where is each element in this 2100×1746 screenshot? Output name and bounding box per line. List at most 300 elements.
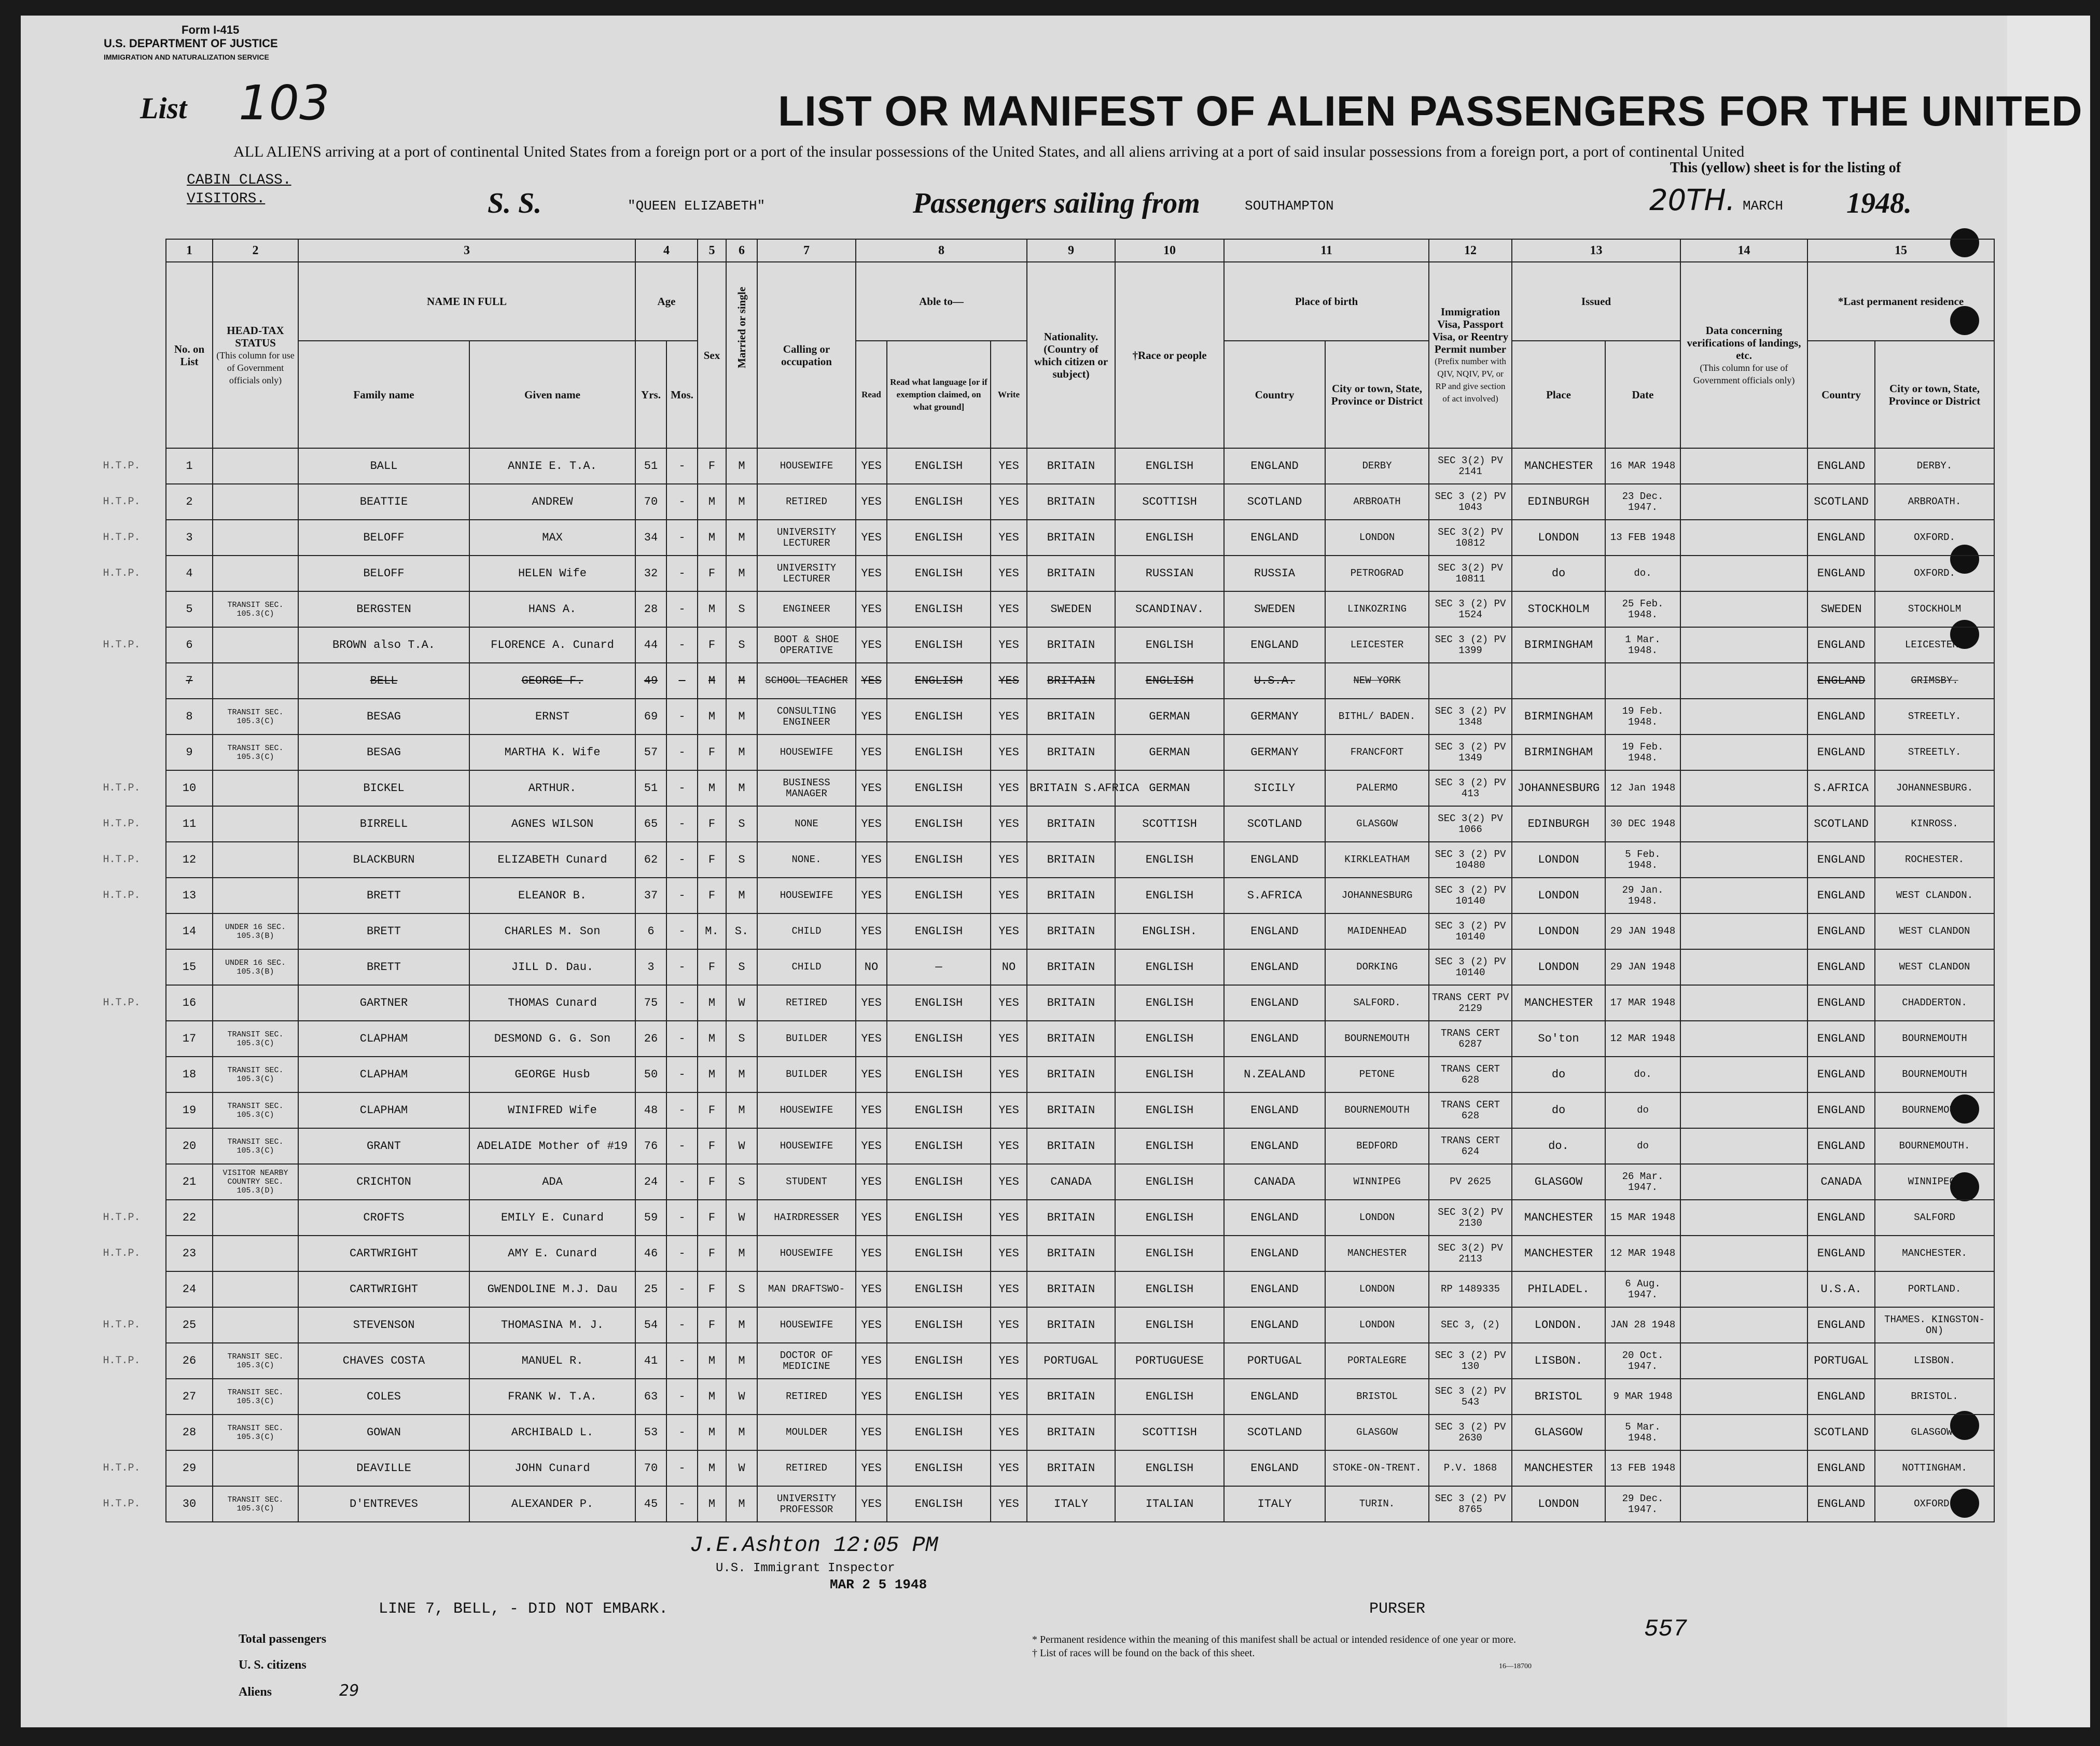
row-issued-place: LONDON bbox=[1512, 520, 1605, 556]
row-verification bbox=[1680, 484, 1807, 520]
row-residence-city: THAMES. KINGSTON-ON) bbox=[1875, 1307, 1994, 1343]
row-head-tax bbox=[213, 556, 298, 591]
row-marital: M bbox=[726, 699, 757, 735]
row-residence-city: NOTTINGHAM. bbox=[1875, 1450, 1994, 1486]
row-given-name: ELEANOR B. bbox=[469, 878, 635, 913]
row-given-name: HANS A. bbox=[469, 591, 635, 627]
row-verification bbox=[1680, 735, 1807, 770]
row-issued-date: 12 MAR 1948 bbox=[1605, 1021, 1680, 1057]
row-age-months: - bbox=[666, 985, 698, 1021]
row-nationality: BRITAIN bbox=[1027, 1236, 1115, 1271]
row-sex: F bbox=[698, 806, 726, 842]
row-write: YES bbox=[991, 556, 1027, 591]
row-number: 22 bbox=[166, 1200, 213, 1236]
row-occupation: UNIVERSITY PROFESSOR bbox=[757, 1486, 856, 1522]
row-margin-mark: H.T.P. bbox=[103, 817, 141, 830]
table-row bbox=[78, 1164, 1994, 1200]
sex-header: Sex bbox=[698, 262, 726, 448]
row-age-months: - bbox=[666, 949, 698, 985]
row-margin-mark bbox=[78, 591, 166, 627]
row-family-name: BESAG bbox=[298, 699, 469, 735]
table-row bbox=[78, 591, 1994, 627]
row-nationality: BRITAIN bbox=[1027, 878, 1115, 913]
row-marital: S bbox=[726, 842, 757, 878]
row-issued-place: MANCHESTER bbox=[1512, 1236, 1605, 1271]
row-read-language: ENGLISH bbox=[887, 699, 991, 735]
table-row bbox=[78, 627, 1994, 663]
row-head-tax bbox=[213, 1236, 298, 1271]
row-race: ENGLISH bbox=[1115, 663, 1224, 699]
row-visa: RP 1489335 bbox=[1429, 1271, 1512, 1307]
row-write: YES bbox=[991, 520, 1027, 556]
issued-date-header: Date bbox=[1605, 341, 1680, 448]
birth-country-header: Country bbox=[1224, 341, 1325, 448]
row-write: YES bbox=[991, 735, 1027, 770]
row-sex: F bbox=[698, 1092, 726, 1128]
row-read-language: ENGLISH bbox=[887, 1307, 991, 1343]
row-race: ENGLISH bbox=[1115, 1450, 1224, 1486]
row-visa: SEC 3 (2) PV 10480 bbox=[1429, 842, 1512, 878]
row-read: YES bbox=[856, 1379, 887, 1415]
row-sex: F bbox=[698, 1307, 726, 1343]
sailing-day: 20TH. bbox=[1649, 184, 1735, 217]
row-birth-country: ENGLAND bbox=[1224, 1379, 1325, 1415]
row-residence-city: OXFORD. bbox=[1875, 556, 1994, 591]
row-number: 29 bbox=[166, 1450, 213, 1486]
row-occupation: BUILDER bbox=[757, 1057, 856, 1092]
row-margin-mark bbox=[78, 949, 166, 985]
form-number: Form I-415 bbox=[182, 23, 240, 36]
service-name: IMMIGRATION AND NATURALIZATION SERVICE bbox=[104, 53, 269, 61]
row-head-tax bbox=[213, 985, 298, 1021]
row-marital: M bbox=[726, 1236, 757, 1271]
row-residence-city: GRIMSBY. bbox=[1875, 663, 1994, 699]
row-birth-city: LINKOZRING bbox=[1325, 591, 1429, 627]
row-head-tax bbox=[213, 770, 298, 806]
row-race: ENGLISH bbox=[1115, 1307, 1224, 1343]
row-race: SCANDINAV. bbox=[1115, 591, 1224, 627]
row-residence-country: ENGLAND bbox=[1807, 1092, 1875, 1128]
given-name-header: Given name bbox=[469, 341, 635, 448]
row-write: YES bbox=[991, 770, 1027, 806]
row-age-months: - bbox=[666, 556, 698, 591]
col-num-14: 14 bbox=[1680, 239, 1807, 262]
list-label: List bbox=[140, 91, 187, 125]
row-birth-country: U.S.A. bbox=[1224, 663, 1325, 699]
row-marital: M bbox=[726, 556, 757, 591]
row-sex: F bbox=[698, 556, 726, 591]
row-age-months: - bbox=[666, 1307, 698, 1343]
row-family-name: CLAPHAM bbox=[298, 1057, 469, 1092]
row-age-years: 34 bbox=[635, 520, 666, 556]
row-read-language: ENGLISH bbox=[887, 1450, 991, 1486]
row-race: ENGLISH bbox=[1115, 520, 1224, 556]
row-number: 14 bbox=[166, 913, 213, 949]
row-marital: M bbox=[726, 878, 757, 913]
total-passengers-label: Total passengers bbox=[239, 1632, 327, 1646]
row-head-tax bbox=[213, 1200, 298, 1236]
row-head-tax bbox=[213, 627, 298, 663]
table-row bbox=[78, 699, 1994, 735]
row-occupation: HOUSEWIFE bbox=[757, 1307, 856, 1343]
row-age-years: 32 bbox=[635, 556, 666, 591]
row-marital: M bbox=[726, 1415, 757, 1450]
sailing-year: 1948. bbox=[1846, 187, 1912, 219]
purser-label: PURSER bbox=[1369, 1600, 1426, 1618]
row-read: YES bbox=[856, 1307, 887, 1343]
ss-label: S. S. bbox=[488, 187, 542, 219]
row-issued-date: 9 MAR 1948 bbox=[1605, 1379, 1680, 1415]
row-sex: F bbox=[698, 1271, 726, 1307]
row-residence-city: BOURNEMOUTH bbox=[1875, 1057, 1994, 1092]
row-marital: M bbox=[726, 1307, 757, 1343]
row-issued-place: LISBON. bbox=[1512, 1343, 1605, 1379]
row-birth-country: GERMANY bbox=[1224, 699, 1325, 735]
row-verification bbox=[1680, 1021, 1807, 1057]
row-given-name: ARTHUR. bbox=[469, 770, 635, 806]
row-race: ENGLISH bbox=[1115, 1379, 1224, 1415]
row-margin-mark bbox=[78, 1164, 166, 1200]
row-family-name: BESAG bbox=[298, 735, 469, 770]
row-given-name: ANDREW bbox=[469, 484, 635, 520]
row-sex: M bbox=[698, 1379, 726, 1415]
row-read-language: ENGLISH bbox=[887, 1486, 991, 1522]
row-issued-place: So'ton bbox=[1512, 1021, 1605, 1057]
row-residence-city: MANCHESTER. bbox=[1875, 1236, 1994, 1271]
row-birth-city: GLASGOW bbox=[1325, 1415, 1429, 1450]
row-number: 13 bbox=[166, 878, 213, 913]
row-residence-country: ENGLAND bbox=[1807, 1236, 1875, 1271]
row-age-years: 46 bbox=[635, 1236, 666, 1271]
row-given-name: ELIZABETH Cunard bbox=[469, 842, 635, 878]
row-issued-date bbox=[1605, 663, 1680, 699]
row-given-name: MAX bbox=[469, 520, 635, 556]
data-concerning-title: Data concerning verifications of landings, etc. bbox=[1687, 324, 1801, 362]
row-race: ENGLISH bbox=[1115, 1200, 1224, 1236]
row-residence-country: ENGLAND bbox=[1807, 1200, 1875, 1236]
row-given-name: WINIFRED Wife bbox=[469, 1092, 635, 1128]
row-birth-country: RUSSIA bbox=[1224, 556, 1325, 591]
row-verification bbox=[1680, 1486, 1807, 1522]
row-number: 26 bbox=[166, 1343, 213, 1379]
footnotes bbox=[1032, 1633, 1532, 1673]
row-marital: W bbox=[726, 1450, 757, 1486]
row-verification bbox=[1680, 1164, 1807, 1200]
table-row bbox=[78, 842, 1994, 878]
row-birth-city: LONDON bbox=[1325, 1307, 1429, 1343]
col-num-9: 9 bbox=[1027, 239, 1115, 262]
row-age-months: - bbox=[666, 448, 698, 484]
visa-title: Immigration Visa, Passport Visa, or Reentry Permit number bbox=[1432, 305, 1509, 355]
head-tax-sub: (This column for use of Government officials only) bbox=[216, 350, 295, 385]
row-margin-mark: H.T.P. bbox=[103, 1498, 141, 1510]
row-read-language: ENGLISH bbox=[887, 448, 991, 484]
row-occupation: ENGINEER bbox=[757, 591, 856, 627]
row-read-language: ENGLISH bbox=[887, 663, 991, 699]
row-age-months: - bbox=[666, 770, 698, 806]
row-birth-country: GERMANY bbox=[1224, 735, 1325, 770]
row-race: RUSSIAN bbox=[1115, 556, 1224, 591]
row-residence-city: CHADDERTON. bbox=[1875, 985, 1994, 1021]
row-age-months: - bbox=[666, 699, 698, 735]
row-marital: M bbox=[726, 1092, 757, 1128]
row-residence-country: ENGLAND bbox=[1807, 1128, 1875, 1164]
row-issued-place: STOCKHOLM bbox=[1512, 591, 1605, 627]
row-occupation: CHILD bbox=[757, 913, 856, 949]
row-margin-mark: H.T.P. bbox=[103, 1354, 141, 1367]
row-sex: M bbox=[698, 591, 726, 627]
row-write: YES bbox=[991, 1415, 1027, 1450]
row-number: 17 bbox=[166, 1021, 213, 1057]
row-read-language: ENGLISH bbox=[887, 520, 991, 556]
table-row bbox=[78, 1057, 1994, 1092]
table-row bbox=[78, 1415, 1994, 1450]
write-header: Write bbox=[991, 341, 1027, 448]
row-read: YES bbox=[856, 1164, 887, 1200]
residence-country-header: Country bbox=[1807, 341, 1875, 448]
row-issued-date: 29 Dec. 1947. bbox=[1605, 1486, 1680, 1522]
row-residence-city: DERBY. bbox=[1875, 448, 1994, 484]
row-head-tax bbox=[213, 520, 298, 556]
col-num-5: 5 bbox=[698, 239, 726, 262]
row-birth-country: ENGLAND bbox=[1224, 985, 1325, 1021]
row-verification bbox=[1680, 1307, 1807, 1343]
row-birth-city: FRANCFORT bbox=[1325, 735, 1429, 770]
head-tax-header bbox=[213, 262, 298, 448]
row-marital: S bbox=[726, 591, 757, 627]
row-read-language: ENGLISH bbox=[887, 627, 991, 663]
row-race: ENGLISH bbox=[1115, 878, 1224, 913]
row-age-months: - bbox=[666, 1271, 698, 1307]
row-number: 5 bbox=[166, 591, 213, 627]
row-occupation: UNIVERSITY LECTURER bbox=[757, 520, 856, 556]
row-race: ENGLISH bbox=[1115, 842, 1224, 878]
row-issued-place: do bbox=[1512, 556, 1605, 591]
row-family-name: GARTNER bbox=[298, 985, 469, 1021]
row-residence-country: ENGLAND bbox=[1807, 627, 1875, 663]
row-visa: SEC 3 (2) PV 1348 bbox=[1429, 699, 1512, 735]
row-margin-mark bbox=[78, 699, 166, 735]
row-family-name: BROWN also T.A. bbox=[298, 627, 469, 663]
data-concerning-header bbox=[1680, 262, 1807, 448]
row-visa: SEC 3 (2) PV 2630 bbox=[1429, 1415, 1512, 1450]
last-residence-header: *Last permanent residence bbox=[1807, 262, 1994, 341]
row-sex: M bbox=[698, 1486, 726, 1522]
row-write: YES bbox=[991, 913, 1027, 949]
row-issued-date: JAN 28 1948 bbox=[1605, 1307, 1680, 1343]
row-given-name: JOHN Cunard bbox=[469, 1450, 635, 1486]
age-header: Age bbox=[635, 262, 698, 341]
page-title: LIST OR MANIFEST OF ALIEN PASSENGERS FOR THE UNITED bbox=[778, 88, 2083, 135]
row-margin-mark: H.T.P. bbox=[103, 567, 141, 579]
row-sex: M bbox=[698, 663, 726, 699]
table-row bbox=[78, 448, 1994, 484]
row-visa: SEC 3 (2) PV 543 bbox=[1429, 1379, 1512, 1415]
row-read-language: ENGLISH bbox=[887, 556, 991, 591]
row-write: YES bbox=[991, 985, 1027, 1021]
row-head-tax: TRANSIT SEC. 105.3(C) bbox=[213, 1057, 298, 1092]
row-age-months: - bbox=[666, 1021, 698, 1057]
row-birth-city: ARBROATH bbox=[1325, 484, 1429, 520]
table-row bbox=[78, 949, 1994, 985]
row-age-months: - bbox=[666, 1128, 698, 1164]
row-read-language: ENGLISH bbox=[887, 1415, 991, 1450]
row-given-name: ARCHIBALD L. bbox=[469, 1415, 635, 1450]
row-write: YES bbox=[991, 1057, 1027, 1092]
col-num-4: 4 bbox=[635, 239, 698, 262]
read-language-header: Read what language [or if exemption claimed, on what ground] bbox=[887, 341, 991, 448]
row-read: YES bbox=[856, 556, 887, 591]
row-verification bbox=[1680, 1450, 1807, 1486]
row-read: YES bbox=[856, 1450, 887, 1486]
margin-header bbox=[78, 262, 166, 448]
row-given-name: GEORGE F. bbox=[469, 663, 635, 699]
row-sex: F bbox=[698, 878, 726, 913]
row-issued-place: BIRMINGHAM bbox=[1512, 627, 1605, 663]
row-marital: S. bbox=[726, 913, 757, 949]
row-residence-country: U.S.A. bbox=[1807, 1271, 1875, 1307]
row-visa: SEC 3 (2) PV 413 bbox=[1429, 770, 1512, 806]
row-issued-place: LONDON bbox=[1512, 842, 1605, 878]
row-write: YES bbox=[991, 1164, 1027, 1200]
row-given-name: CHARLES M. Son bbox=[469, 913, 635, 949]
port-name: SOUTHAMPTON bbox=[1245, 198, 1334, 214]
row-nationality: BRITAIN bbox=[1027, 1057, 1115, 1092]
row-residence-country: PORTUGAL bbox=[1807, 1343, 1875, 1379]
birth-city-header: City or town, State, Province or District bbox=[1325, 341, 1429, 448]
row-read-language: ENGLISH bbox=[887, 878, 991, 913]
department-name: U.S. DEPARTMENT OF JUSTICE bbox=[104, 37, 278, 50]
row-occupation: HOUSEWIFE bbox=[757, 878, 856, 913]
row-issued-place: do. bbox=[1512, 1128, 1605, 1164]
row-age-years: 63 bbox=[635, 1379, 666, 1415]
row-age-years: 57 bbox=[635, 735, 666, 770]
row-given-name: MANUEL R. bbox=[469, 1343, 635, 1379]
row-occupation: STUDENT bbox=[757, 1164, 856, 1200]
row-verification bbox=[1680, 1236, 1807, 1271]
row-issued-place: LONDON bbox=[1512, 949, 1605, 985]
row-occupation: NONE bbox=[757, 806, 856, 842]
row-race: ENGLISH bbox=[1115, 985, 1224, 1021]
row-residence-city: KINROSS. bbox=[1875, 806, 1994, 842]
row-read: YES bbox=[856, 484, 887, 520]
row-write: YES bbox=[991, 1486, 1027, 1522]
aliens-label bbox=[239, 1678, 359, 1705]
row-head-tax: TRANSIT SEC. 105.3(C) bbox=[213, 735, 298, 770]
row-nationality: BRITAIN bbox=[1027, 663, 1115, 699]
form-code: 16—18700 bbox=[1499, 1662, 1532, 1670]
row-read-language: ENGLISH bbox=[887, 1128, 991, 1164]
row-margin-mark: H.T.P. bbox=[103, 889, 141, 902]
row-race: ENGLISH bbox=[1115, 1271, 1224, 1307]
row-family-name: BLACKBURN bbox=[298, 842, 469, 878]
row-number: 30 bbox=[166, 1486, 213, 1522]
row-read: YES bbox=[856, 985, 887, 1021]
row-head-tax: UNDER 16 SEC. 105.3(B) bbox=[213, 913, 298, 949]
row-age-years: 49 bbox=[635, 663, 666, 699]
row-birth-city: NEW YORK bbox=[1325, 663, 1429, 699]
row-birth-country: SCOTLAND bbox=[1224, 484, 1325, 520]
row-nationality: BRITAIN bbox=[1027, 1271, 1115, 1307]
table-row bbox=[78, 1200, 1994, 1236]
row-issued-date: 6 Aug. 1947. bbox=[1605, 1271, 1680, 1307]
row-age-months: - bbox=[666, 806, 698, 842]
row-birth-country: PORTUGAL bbox=[1224, 1343, 1325, 1379]
row-read-language: ENGLISH bbox=[887, 1092, 991, 1128]
voyage-line bbox=[488, 184, 1992, 228]
line7-note: LINE 7, BELL, - DID NOT EMBARK. bbox=[379, 1600, 669, 1618]
row-number: 12 bbox=[166, 842, 213, 878]
row-family-name: CRICHTON bbox=[298, 1164, 469, 1200]
row-read: YES bbox=[856, 591, 887, 627]
row-given-name: EMILY E. Cunard bbox=[469, 1200, 635, 1236]
row-birth-country: ENGLAND bbox=[1224, 1307, 1325, 1343]
row-visa: TRANS CERT 624 bbox=[1429, 1128, 1512, 1164]
row-occupation: SCHOOL TEACHER bbox=[757, 663, 856, 699]
row-margin-mark: H.T.P. bbox=[103, 996, 141, 1009]
row-visa: TRANS CERT 6287 bbox=[1429, 1021, 1512, 1057]
row-head-tax: UNDER 16 SEC. 105.3(B) bbox=[213, 949, 298, 985]
row-number: 2 bbox=[166, 484, 213, 520]
row-family-name: CHAVES COSTA bbox=[298, 1343, 469, 1379]
row-residence-city: BOURNEMOUTH bbox=[1875, 1092, 1994, 1128]
row-number: 6 bbox=[166, 627, 213, 663]
row-margin-mark bbox=[78, 1128, 166, 1164]
row-occupation: BUILDER bbox=[757, 1021, 856, 1057]
row-number: 23 bbox=[166, 1236, 213, 1271]
col-num-12: 12 bbox=[1429, 239, 1512, 262]
visitors-label: VISITORS. bbox=[187, 191, 266, 207]
row-family-name: BALL bbox=[298, 448, 469, 484]
row-read-language: ENGLISH bbox=[887, 985, 991, 1021]
row-issued-date: 30 DEC 1948 bbox=[1605, 806, 1680, 842]
row-read-language: ENGLISH bbox=[887, 591, 991, 627]
row-age-months: - bbox=[666, 520, 698, 556]
row-birth-country: ENGLAND bbox=[1224, 627, 1325, 663]
row-marital: M bbox=[726, 1343, 757, 1379]
row-residence-country: ENGLAND bbox=[1807, 985, 1875, 1021]
read-header: Read bbox=[856, 341, 887, 448]
row-margin-mark: H.T.P. bbox=[103, 1462, 141, 1474]
head-tax-title: HEAD-TAX STATUS bbox=[227, 324, 284, 349]
row-age-years: 24 bbox=[635, 1164, 666, 1200]
row-birth-country: ENGLAND bbox=[1224, 520, 1325, 556]
row-issued-place: MANCHESTER bbox=[1512, 1200, 1605, 1236]
row-given-name: GWENDOLINE M.J. Dau bbox=[469, 1271, 635, 1307]
row-age-months: - bbox=[666, 1200, 698, 1236]
row-family-name: BRETT bbox=[298, 949, 469, 985]
row-verification bbox=[1680, 556, 1807, 591]
row-write: NO bbox=[991, 949, 1027, 985]
row-birth-city: PETROGRAD bbox=[1325, 556, 1429, 591]
row-read-language: ENGLISH bbox=[887, 842, 991, 878]
row-read-language: ENGLISH bbox=[887, 806, 991, 842]
row-issued-place: do bbox=[1512, 1092, 1605, 1128]
row-read: YES bbox=[856, 1092, 887, 1128]
row-marital: S bbox=[726, 1271, 757, 1307]
table-row bbox=[78, 1379, 1994, 1415]
row-nationality: BRITAIN bbox=[1027, 556, 1115, 591]
row-verification bbox=[1680, 663, 1807, 699]
row-verification bbox=[1680, 878, 1807, 913]
yellow-sheet-note: This (yellow) sheet is for the listing of bbox=[1670, 160, 1901, 176]
passenger-rows bbox=[78, 448, 1994, 1522]
row-residence-country: ENGLAND bbox=[1807, 556, 1875, 591]
row-residence-country: ENGLAND bbox=[1807, 949, 1875, 985]
row-age-months: - bbox=[666, 1379, 698, 1415]
row-issued-date: 16 MAR 1948 bbox=[1605, 448, 1680, 484]
row-occupation: HOUSEWIFE bbox=[757, 1092, 856, 1128]
